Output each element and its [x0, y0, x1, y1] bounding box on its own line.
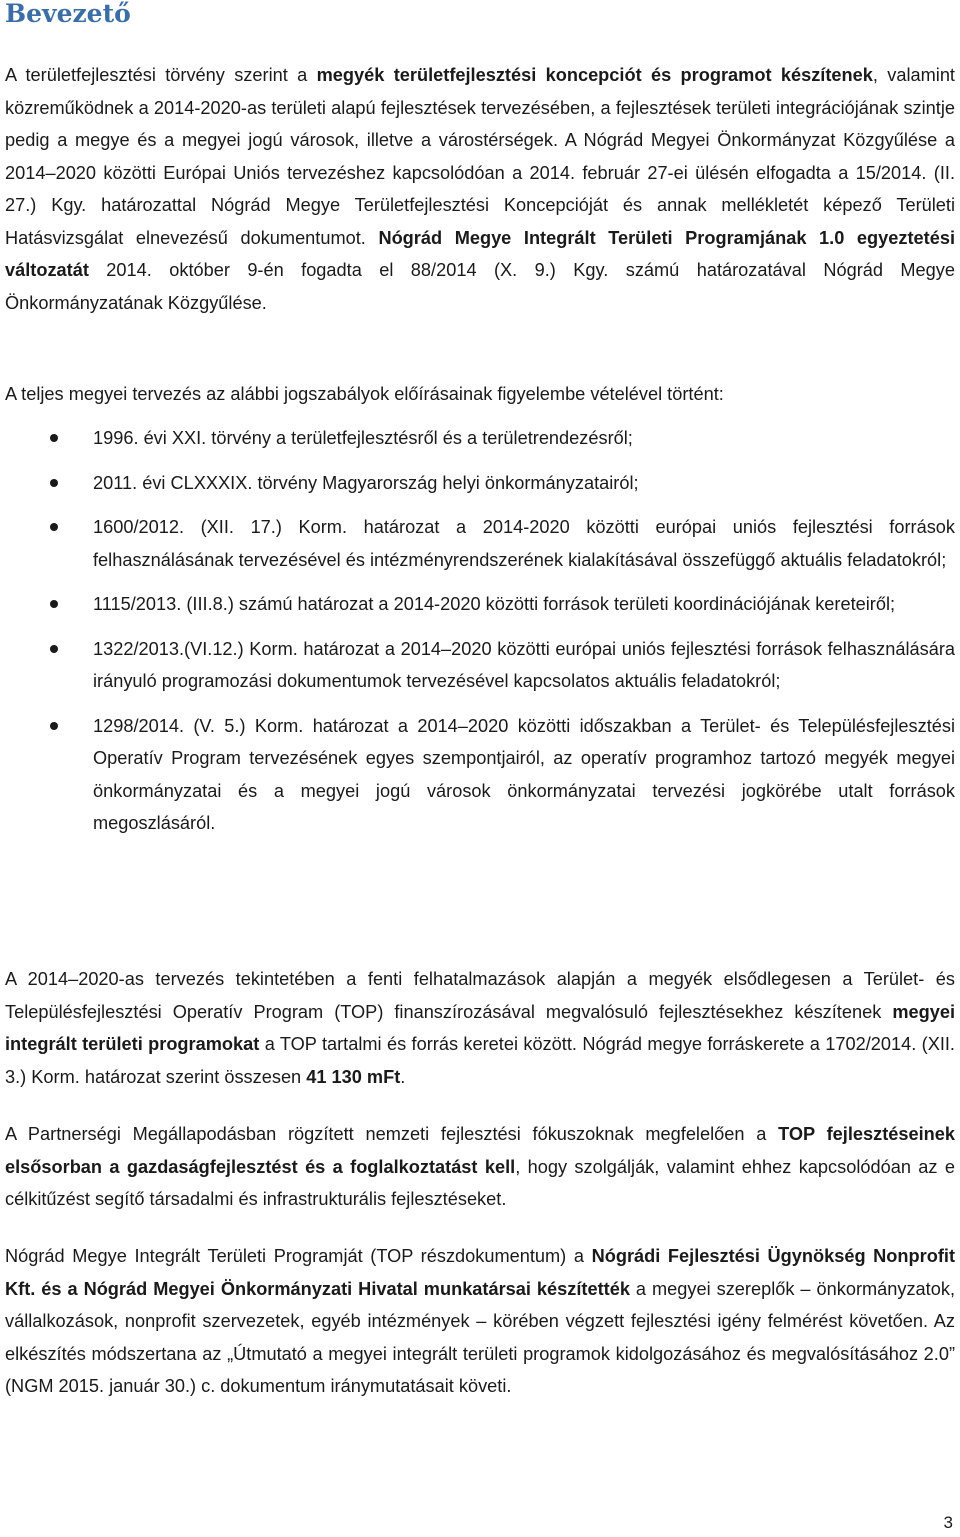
authors-paragraph	[5, 1240, 955, 1403]
legislation-item	[0, 422, 960, 455]
bullet-icon	[50, 434, 58, 442]
bullet-icon	[50, 722, 58, 730]
bullet-icon	[50, 523, 58, 531]
emphasis-text: TOP fejlesztéseinek elsősorban a gazdaságfejlesztést és a foglalkoztatást kell	[5, 1124, 955, 1177]
legislation-list	[0, 422, 960, 852]
body-text: Nógrád Megye Integrált Területi Programját (TOP részdokumentum) a	[5, 1246, 592, 1266]
legislation-text: 1600/2012. (XII. 17.) Korm. határozat a 2014-2020 közötti európai uniós fejlesztési források felhasználásának tervezésével és intézményrendszerének kialakításával összefüggő aktuális feladatokról;	[93, 517, 955, 570]
legislation-text: 1322/2013.(VI.12.) Korm. határozat a 2014–2020 közötti európai uniós fejlesztési források felhasználására irányuló programozási dokumentumok tervezésével kapcsolatos aktuális feladatokról;	[93, 638, 955, 691]
legislation-text: 1115/2013. (III.8.) számú határozat a 2014-2020 közötti források területi koordinációjának kereteiről;	[93, 594, 896, 614]
legislation-item	[0, 467, 960, 500]
legislation-text: 1996. évi XXI. törvény a területfejlesztésről és a területrendezésről;	[93, 428, 633, 448]
legislation-item	[0, 588, 960, 621]
body-text: A 2014–2020-as tervezés tekintetében a fenti felhatalmazások alapján a megyék elsődlegesen a Terület- és Településfejlesztési Operatív Program (TOP) finanszírozásával megvalósuló fejlesztésekhez készítenek	[5, 969, 955, 1022]
body-text: , valamint közreműködnek a 2014-2020-as területi alapú fejlesztések tervezésében, a fejlesztések területi integrációjának szintje pedig a megye és a megyei jogú városok, illetve a várostérségek. A Nógrád Megyei Önkormányzat Közgyűlése a 2014–2020 közötti Európai Uniós tervezéshez kapcsolódóan a 2014. február 27-ei ülésén elfogadta a 15/2014. (II. 27.) Kgy. határozattal Nógrád Megye Területfejlesztési Koncepcióját és annak mellékletét képező Területi Hatásvizsgálat elnevezésű dokumentumot.	[5, 65, 955, 248]
legislation-text: 2011. évi CLXXXIX. törvény Magyarország helyi önkormányzatairól;	[93, 472, 639, 493]
body-text: a TOP tartalmi és forrás keretei között. Nógrád megye forráskerete a 1702/2014. (XII. 3.) Korm. határozat szerint összesen	[5, 1034, 955, 1087]
legislation-item	[0, 511, 960, 576]
section-heading: Bevezető	[5, 0, 131, 28]
emphasis-text: Nógrád Megye Integrált Területi Programjának 1.0 egyeztetési változatát	[5, 227, 955, 280]
legislation-item	[0, 633, 960, 698]
bullet-icon	[50, 479, 58, 487]
emphasis-text: 41 130 mFt	[306, 1066, 401, 1087]
legislation-intro: A teljes megyei tervezés az alábbi jogszabályok előírásainak figyelembe vételével történt:	[5, 384, 724, 404]
bullet-icon	[50, 600, 58, 608]
body-text: , hogy szolgálják, valamint ehhez kapcsolódóan az e célkitűzést segítő társadalmi és infrastrukturális fejlesztéseket.	[5, 1156, 955, 1209]
emphasis-text: megyék területfejlesztési koncepciót és programot készítenek	[316, 65, 873, 85]
legislation-text: 1298/2014. (V. 5.) Korm. határozat a 2014–2020 közötti időszakban a Terület- és Településfejlesztési Operatív Program tervezésének egyes szempontjairól, az operatív programhoz tartozó megyék megyei önkormányzatai és a megyei jogú városok önkormányzatai tervezési jogkörébe utalt források megoszlásáról.	[93, 715, 955, 833]
body-text: a megyei szereplők – önkormányzatok, vállalkozások, nonprofit szervezetek, egyéb intézmények – körében végzett fejlesztési igény felmérést követően. Az elkészítés módszertana az „Útmutató a megyei integrált területi programok kidolgozásához és megvalósításához 2.0” (NGM 2015. január 30.) c. dokumentum iránymutatásait követi.	[5, 1278, 955, 1396]
legislation-item	[0, 710, 960, 840]
body-text: .	[400, 1066, 406, 1087]
focus-paragraph	[5, 1118, 955, 1216]
body-text: A területfejlesztési törvény szerint a	[5, 65, 317, 85]
page-number: 3	[943, 1513, 953, 1532]
body-text: A Partnerségi Megállapodásban rögzített nemzeti fejlesztési fókuszoknak megfelelően a	[5, 1124, 779, 1144]
body-text: 2014. október 9-én fogadta el 88/2014 (X. 9.) Kgy. számú határozatával Nógrád Megye Önkormányzatának Közgyűlése.	[5, 260, 955, 313]
emphasis-text: Nógrádi Fejlesztési Ügynökség Nonprofit Kft. és a Nógrád Megyei Önkormányzati Hivatal munkatársai készítették	[5, 1246, 955, 1299]
emphasis-text: megyei integrált területi programokat	[5, 1001, 955, 1054]
intro-paragraph	[5, 59, 955, 319]
funding-paragraph	[5, 963, 955, 1093]
bullet-icon	[50, 645, 58, 653]
